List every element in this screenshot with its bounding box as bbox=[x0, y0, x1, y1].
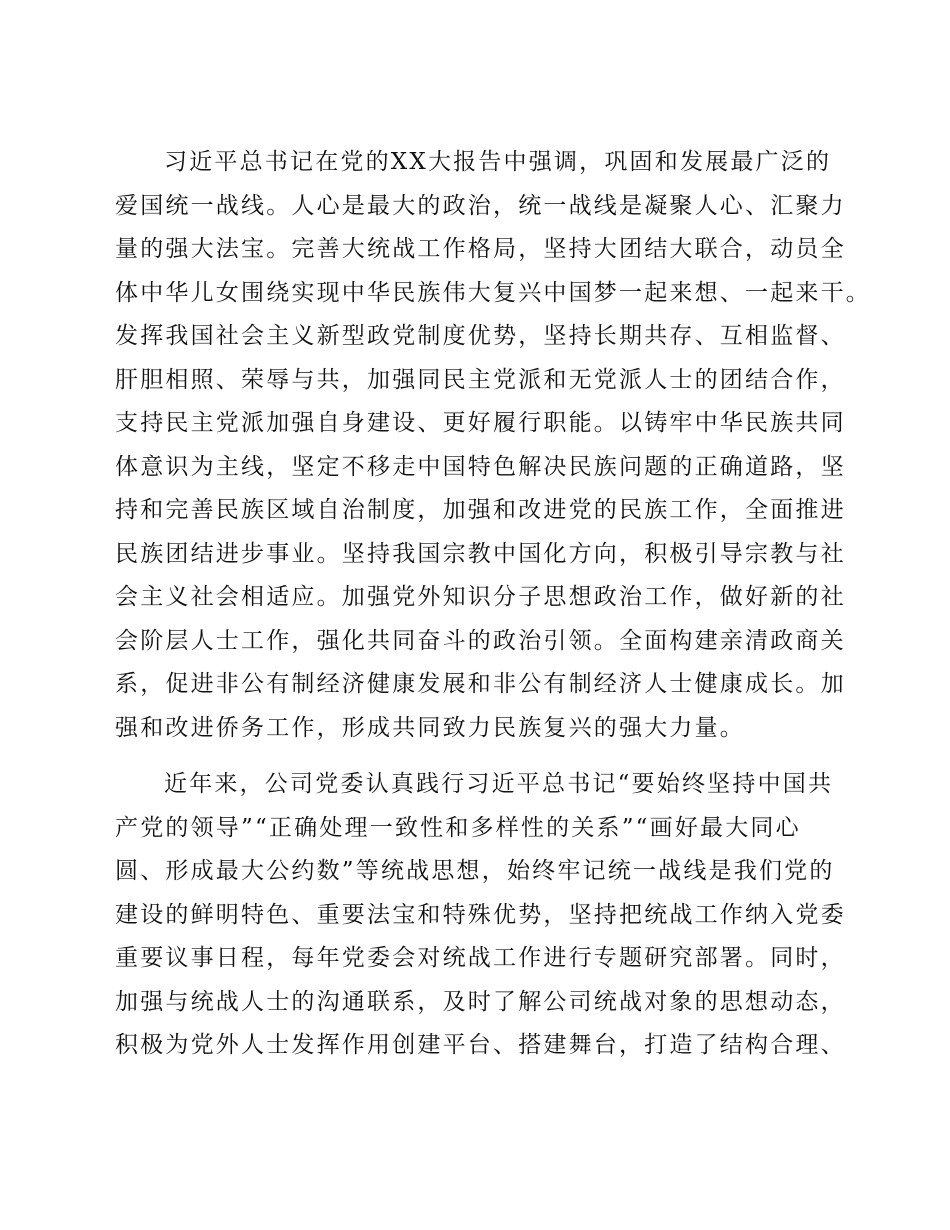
paragraph-line: 积极为党外人士发挥作用创建平台、搭建舞台，打造了结构合理、 bbox=[115, 1032, 846, 1058]
paragraph-1 bbox=[115, 141, 871, 750]
paragraph-line: 系，促进非公有制经济健康发展和非公有制经济人士健康成长。加 bbox=[115, 671, 846, 697]
paragraph-line: 强和改进侨务工作，形成共同致力民族复兴的强大力量。 bbox=[115, 714, 745, 741]
paragraph-line: 建设的鲜明特色、重要法宝和特殊优势，坚持把统战工作纳入党委 bbox=[115, 901, 846, 928]
paragraph-line: 会主义社会相适应。加强党外知识分子思想政治工作，做好新的社 bbox=[115, 584, 846, 610]
paragraph-line: 圆、形成最大公约数”等统战思想，始终牢记统一战线是我们党的 bbox=[115, 858, 835, 884]
paragraph-line: 持和完善民族区域自治制度，加强和改进党的民族工作，全面推进 bbox=[115, 497, 846, 523]
paragraph-line: 民族团结进步事业。坚持我国宗教中国化方向，积极引导宗教与社 bbox=[115, 540, 846, 567]
paragraph-line: 重要议事日程，每年党委会对统战工作进行专题研究部署。同时， bbox=[115, 945, 846, 971]
paragraph-line: 肝胆相照、荣辱与共，加强同民主党派和无党派人士的团结合作， bbox=[115, 366, 846, 393]
paragraph-2 bbox=[115, 763, 845, 1068]
paragraph-line: 体中华儿女围绕实现中华民族伟大复兴中国梦一起来想、一起来干。 bbox=[115, 279, 871, 306]
paragraph-line: 发挥我国社会主义新型政党制度优势，坚持长期共存、互相监督、 bbox=[115, 323, 846, 349]
paragraph-line: 产党的领导”“正确处理一致性和多样性的关系”“画好最大同心 bbox=[115, 814, 801, 841]
paragraph-line: 会阶层人士工作，强化共同奋斗的政治引领。全面构建亲清政商关 bbox=[115, 627, 846, 654]
paragraph-line: 爱国统一战线。人心是最大的政治，统一战线是凝聚人心、汇聚力 bbox=[115, 192, 846, 219]
paragraph-line: 支持民主党派加强自身建设、更好履行职能。以铸牢中华民族共同 bbox=[115, 410, 846, 436]
paragraph-line: 近年来，公司党委认真践行习近平总书记“要始终坚持中国共 bbox=[164, 771, 834, 797]
paragraph-line: 量的强大法宝。完善大统战工作格局，坚持大团结大联合，动员全 bbox=[115, 236, 846, 262]
paragraph-line: 习近平总书记在党的XX大报告中强调，巩固和发展最广泛的 bbox=[164, 149, 832, 175]
paragraph-line: 体意识为主线，坚定不移走中国特色解决民族问题的正确道路，坚 bbox=[115, 453, 846, 480]
paragraph-line: 加强与统战人士的沟通联系，及时了解公司统战对象的思想动态， bbox=[115, 988, 846, 1015]
